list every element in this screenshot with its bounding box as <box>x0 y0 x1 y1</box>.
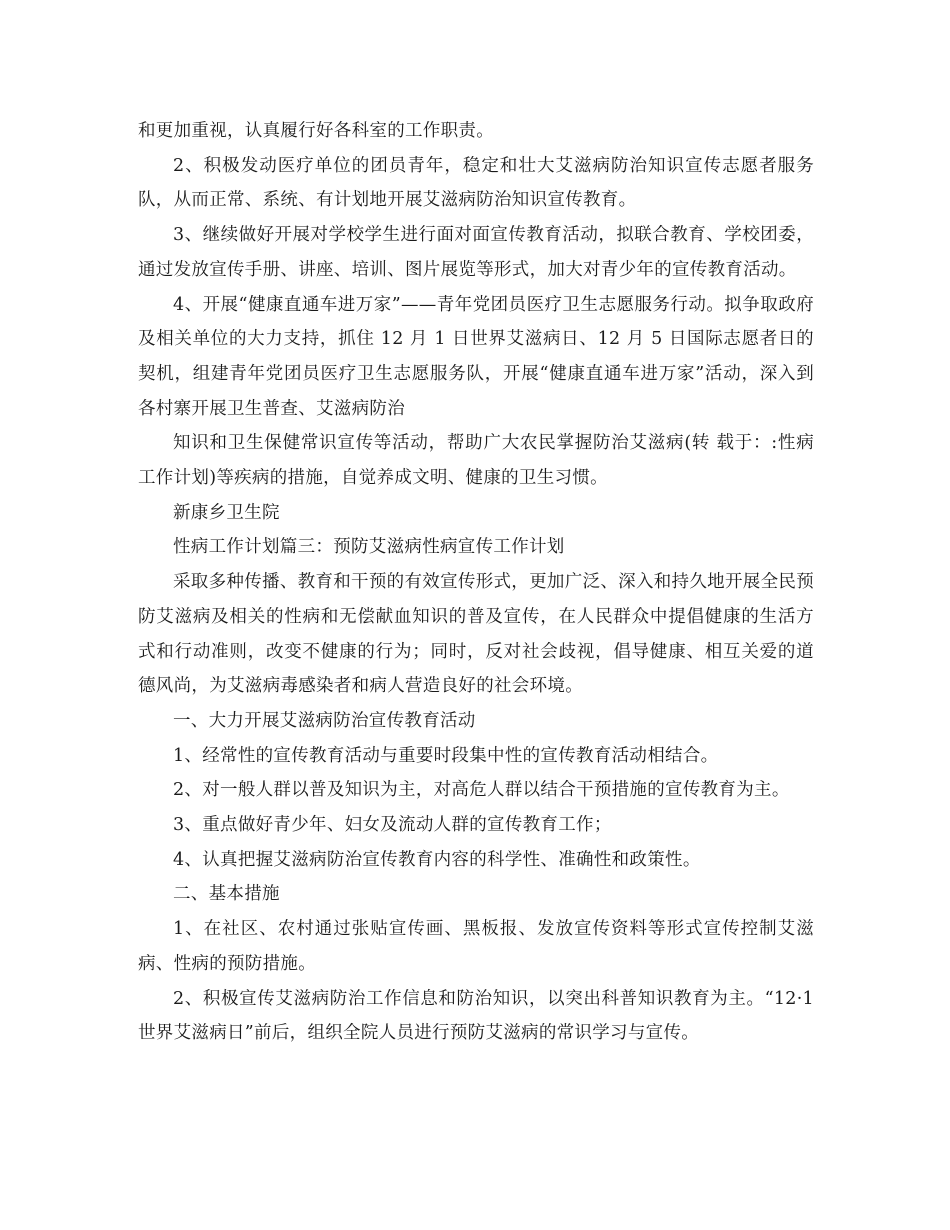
list-item: 3、重点做好青少年、妇女及流动人群的宣传教育工作； <box>173 815 612 836</box>
list-item: 2、积极宣传艾滋病防治工作信息和防治知识，以突出科普知识教育为主。“12·1 世界艾滋病日”前后，组织全院人员进行预防艾滋病的常识学习与宣传。 <box>138 988 814 1044</box>
paragraph: 4、开展“健康直通车进万家”——青年党团员医疗卫生志愿服务行动。拟争取政府及相关单位的大力支持，抓住 12 月 1 日世界艾滋病日、12 月 5 日国际志愿者日的契机，组建青年党团员医疗卫生志愿服务队，开展“健康直通车进万家”活动，深入到各村寨开展卫生普查、艾滋病防治 <box>138 294 814 419</box>
document-body <box>138 114 814 1051</box>
list-item: 1、经常性的宣传教育活动与重要时段集中性的宣传教育活动相结合。 <box>173 745 719 766</box>
section-heading: 二、基本措施 <box>173 884 280 905</box>
paragraph: 2、积极发动医疗单位的团员青年，稳定和壮大艾滋病防治知识宣传志愿者服务队，从而正常、系统、有计划地开展艾滋病防治知识宣传教育。 <box>138 155 814 211</box>
paragraph: 知识和卫生保健常识宣传等活动，帮助广大农民掌握防治艾滋病(转 载于：:性病工作计划)等疾病的措施，自觉养成文明、健康的卫生习惯。 <box>138 433 814 489</box>
paragraph: 3、继续做好开展对学校学生进行面对面宣传教育活动，拟联合教育、学校团委，通过发放宣传手册、讲座、培训、图片展览等形式，加大对青少年的宣传教育活动。 <box>138 225 814 280</box>
section-title: 性病工作计划篇三：预防艾滋病性病宣传工作计划 <box>173 537 565 558</box>
paragraph: 和更加重视，认真履行好各科室的工作职责。 <box>138 121 494 141</box>
list-item: 1、在社区、农村通过张贴宣传画、黑板报、发放宣传资料等形式宣传控制艾滋病、性病的预防措施。 <box>138 919 814 974</box>
list-item: 4、认真把握艾滋病防治宣传教育内容的科学性、准确性和政策性。 <box>173 849 701 870</box>
list-item: 2、对一般人群以普及知识为主，对高危人群以结合干预措施的宣传教育为主。 <box>173 780 790 801</box>
paragraph: 采取多种传播、教育和干预的有效宣传形式，更加广泛、深入和持久地开展全民预防艾滋病及相关的性病和无偿献血知识的普及宣传，在人民群众中提倡健康的生活方式和行动准则，改变不健康的行为；同时，反对社会歧视，倡导健康、相互关爱的道德风尚，为艾滋病毒感染者和病人营造良好的社会环境。 <box>138 572 814 697</box>
section-heading: 一、大力开展艾滋病防治宣传教育活动 <box>173 710 476 731</box>
signature-line: 新康乡卫生院 <box>173 502 280 523</box>
